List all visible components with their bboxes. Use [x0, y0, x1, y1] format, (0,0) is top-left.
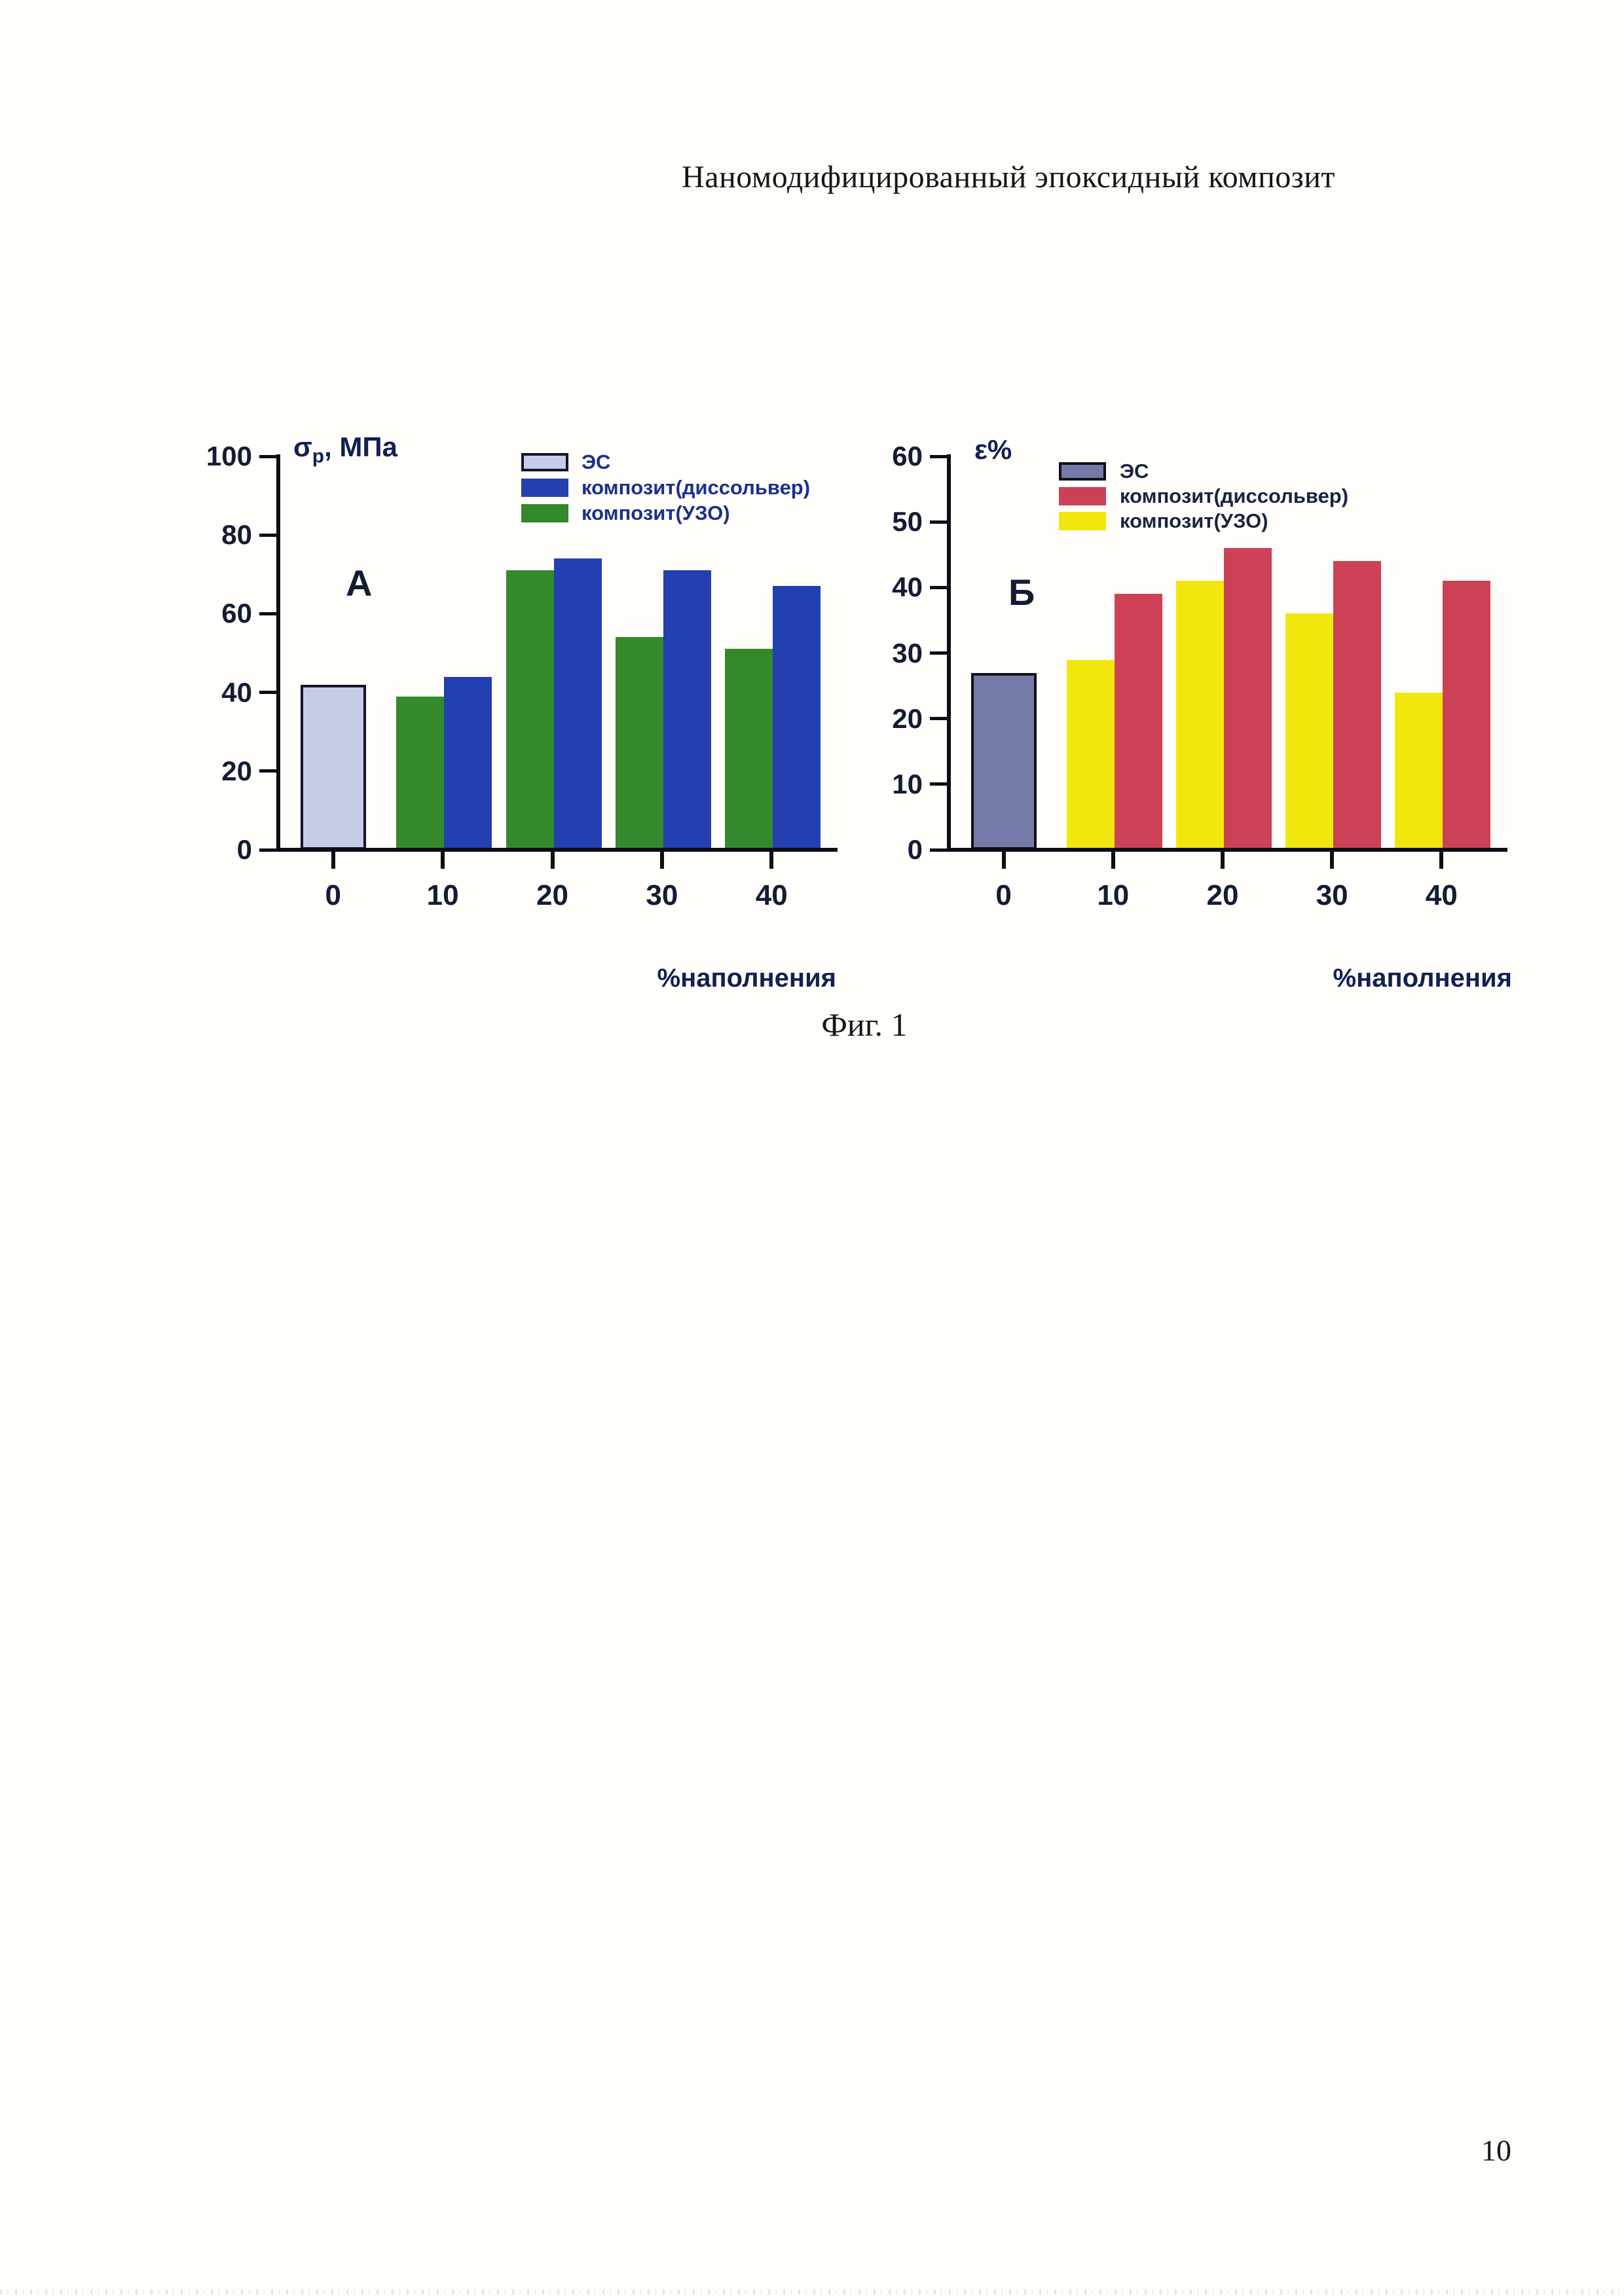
x-axis-tick-label: 10: [1097, 879, 1130, 911]
bar-ЭС: [301, 685, 366, 850]
bar-композит(УЗО): [725, 649, 773, 850]
bar-композит(УЗО): [616, 637, 663, 850]
y-axis-tick: [259, 534, 276, 537]
legend-label: композит(диссольвер): [1120, 484, 1349, 507]
y-axis-tick-label: 20: [221, 755, 252, 786]
legend-swatch-композит(диссольвер): [1059, 487, 1106, 505]
bar-композит(диссольвер): [444, 677, 492, 850]
y-axis-tick-label: 10: [892, 768, 923, 799]
scan-noise-artifact: [0, 2289, 1624, 2295]
legend-swatch-композит(диссольвер): [521, 479, 568, 497]
bar-композит(диссольвер): [1443, 581, 1490, 850]
y-axis-tick: [259, 848, 276, 852]
y-axis-tick-label: 40: [221, 676, 252, 708]
x-axis-tick: [551, 852, 555, 869]
y-axis-tick-label: 60: [221, 598, 252, 629]
legend-swatch-композит(УЗО): [521, 504, 568, 522]
legend-label: ЭС: [581, 450, 611, 473]
bar-композит(УЗО): [506, 570, 554, 850]
bar-композит(диссольвер): [663, 570, 711, 850]
page-number: 10: [1481, 2134, 1511, 2167]
x-axis-tick: [1330, 852, 1334, 869]
x-axis-line: [276, 848, 838, 852]
x-axis-tick-label: 30: [1316, 879, 1348, 911]
y-axis-tick-label: 30: [892, 637, 923, 668]
legend-label: ЭС: [1120, 460, 1149, 483]
x-axis-tick: [1439, 852, 1443, 869]
bar-композит(УЗО): [1285, 613, 1333, 850]
y-axis-tick: [259, 612, 276, 615]
legend-label: композит(УЗО): [1120, 509, 1268, 532]
x-axis-tick-label: 0: [995, 879, 1012, 911]
y-axis-tick: [930, 520, 947, 524]
bar-ЭС: [971, 673, 1037, 850]
bar-композит(диссольвер): [1115, 594, 1162, 850]
y-axis-tick-label: 40: [892, 572, 923, 603]
x-axis-tick: [1221, 852, 1225, 869]
legend-swatch-ЭС: [1059, 462, 1106, 481]
x-axis-tick-label: 30: [646, 879, 678, 911]
chart-panel-b: [871, 406, 1565, 1021]
x-axis-tick: [1002, 852, 1006, 869]
y-axis-tick: [930, 782, 947, 786]
panel-letter: А: [346, 562, 373, 604]
y-axis-tick: [259, 691, 276, 694]
bar-композит(диссольвер): [773, 586, 821, 850]
x-axis-line: [947, 848, 1507, 852]
legend-label: композит(диссольвер): [581, 476, 811, 499]
x-axis-tick: [1111, 852, 1115, 869]
panel-letter: Б: [1008, 572, 1035, 613]
y-axis-tick-label: 80: [221, 519, 252, 551]
x-axis-tick-label: 20: [1206, 879, 1239, 911]
y-axis-line: [276, 454, 280, 852]
x-axis-tick: [769, 852, 773, 869]
y-axis-top-cap: [930, 455, 947, 458]
x-axis-title: %наполнения: [1333, 964, 1512, 993]
document-title: Наномодифицированный эпоксидный композит: [682, 160, 1335, 194]
y-axis-tick-label: 0: [907, 834, 923, 865]
x-axis-tick-label: 0: [325, 879, 341, 911]
y-axis-tick-label: 0: [236, 834, 252, 865]
bar-композит(УЗО): [396, 697, 444, 850]
x-axis-tick-label: 10: [426, 879, 459, 911]
x-axis-tick-label: 20: [536, 879, 568, 911]
y-axis-tick-label: 50: [892, 506, 923, 538]
x-axis-title: %наполнения: [657, 964, 836, 993]
bar-композит(УЗО): [1067, 660, 1115, 850]
legend-swatch-композит(УЗО): [1059, 512, 1106, 530]
x-axis-tick: [660, 852, 664, 869]
x-axis-tick-label: 40: [1425, 879, 1458, 911]
chart-panel-a: [196, 406, 891, 1021]
bar-композит(диссольвер): [554, 558, 602, 850]
y-axis-line: [947, 454, 951, 852]
y-axis-title: $\sigma_p$, МПа: [293, 431, 397, 467]
y-axis-tick: [930, 586, 947, 589]
y-axis-tick: [930, 848, 947, 852]
legend-swatch-ЭС: [521, 453, 568, 471]
x-axis-tick: [441, 852, 445, 869]
bar-композит(диссольвер): [1224, 548, 1272, 850]
x-axis-tick: [331, 852, 335, 869]
y-axis-tick-label: 100: [206, 441, 252, 471]
bar-композит(диссольвер): [1333, 561, 1381, 850]
y-axis-top-cap: [259, 455, 276, 458]
y-axis-tick: [259, 769, 276, 773]
y-axis-tick-label: 60: [892, 441, 923, 471]
bar-композит(УЗО): [1176, 581, 1224, 850]
y-axis-title: ε%: [974, 434, 1012, 465]
y-axis-tick-label: 20: [892, 702, 923, 734]
figure-caption: Фиг. 1: [821, 1006, 908, 1043]
y-axis-tick: [930, 717, 947, 720]
x-axis-tick-label: 40: [755, 879, 788, 911]
y-axis-tick: [930, 651, 947, 655]
bar-композит(УЗО): [1395, 693, 1443, 850]
legend-label: композит(УЗО): [581, 501, 730, 524]
